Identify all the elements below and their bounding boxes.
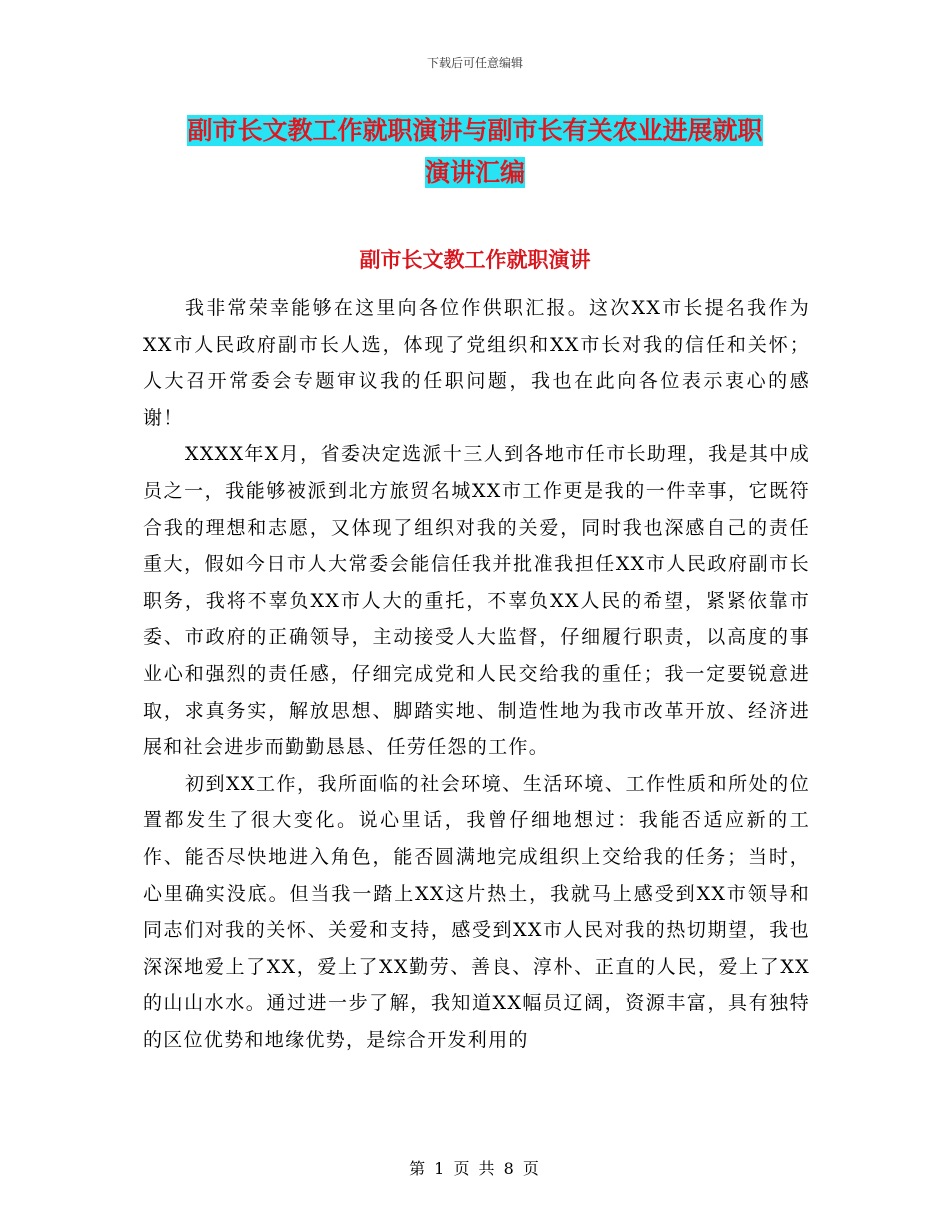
paragraph-3: 初到XX工作，我所面临的社会环境、生活环境、工作性质和所处的位置都发生了很大变化。说心里话，我曾仔细地想过：我能否适应新的工作、能否尽快地进入角色，能否圆满地完成组织上交给我的任务；当时，心里确实没底。但当我一踏上XX这片热土，我就马上感受到XX市领导和同志们对我的关怀、关爱和支持，感受到XX市人民对我的热切期望，我也深深地爱上了XX，爱上了XX勤劳、善良、淳朴、正直的人民，爱上了XX的山山水水。通过进一步了解，我知道XX幅员辽阔，资源丰富，具有独特的区位优势和地缘优势，是综合开发利用的	[143, 772, 810, 1051]
page-footer: 第 1 页 共 8 页	[409, 1159, 541, 1178]
section-title: 副市长文教工作就职演讲	[359, 248, 591, 272]
document-title-line-2: 演讲汇编	[424, 158, 525, 187]
body-text	[143, 290, 810, 1058]
header-note: 下载后可任意编辑	[426, 56, 523, 70]
paragraph-1: 我非常荣幸能够在这里向各位作供职汇报。这次XX市长提名我作为XX市人民政府副市长人选，体现了党组织和XX市长对我的信任和关怀；人大召开常委会专题审议我的任职问题，我也在此向各位表示衷心的感谢！	[143, 297, 810, 429]
document-title-line-1: 副市长文教工作就职演讲与副市长有关农业进展就职	[187, 116, 763, 145]
paragraph-2: XXXX年X月，省委决定选派十三人到各地市任市长助理，我是其中成员之一，我能够被派到北方旅贸名城XX市工作更是我的一件幸事，它既符合我的理想和志愿，又体现了组织对我的关爱，同时我也深感自己的责任重大，假如今日市人大常委会能信任我并批准我担任XX市人民政府副市长职务，我将不辜负XX市人大的重托，不辜负XX人民的希望，紧紧依靠市委、市政府的正确领导，主动接受人大监督，仔细履行职责，以高度的事业心和强烈的责任感，仔细完成党和人民交给我的重任；我一定要锐意进取，求真务实，解放思想、脚踏实地、制造性地为我市改革开放、经济进展和社会进步而勤勤恳恳、任劳任怨的工作。	[143, 443, 810, 759]
document-title	[150, 110, 800, 194]
